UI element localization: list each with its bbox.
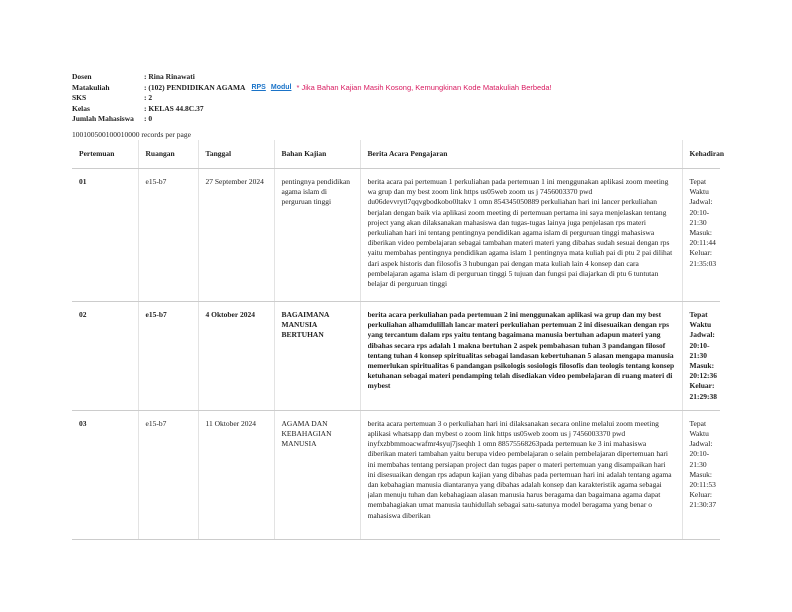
masuk-value: 20:11:44	[689, 238, 716, 248]
bahan-cell: AGAMA DAN KEBAHAGIAN MANUSIA	[274, 410, 360, 539]
kehadiran-cell	[682, 302, 720, 411]
keluar-label: Keluar:	[689, 381, 715, 391]
masuk-value: 20:12:36	[689, 371, 717, 381]
ruangan-cell: e15-b7	[138, 169, 198, 302]
status-text: Tepat Waktu	[689, 177, 709, 197]
bahan-cell: BAGAIMANA MANUSIA BERTUHAN	[274, 302, 360, 411]
masuk-label: Masuk:	[689, 228, 712, 238]
sks-value: : 2	[144, 93, 153, 103]
header-ruangan[interactable]: Ruangan	[138, 140, 198, 169]
kelas-label: Kelas	[72, 103, 90, 113]
berita-cell	[360, 169, 682, 302]
jadwal-value: 20:10-21:30	[689, 340, 710, 360]
berita-text: berita acara perkuliahan pada pertemuan 2 ini menggunakan aplikasi wa grup dan my best perkuliahan alhamdulillah lancar materi perkuliahan pertemuan 2 ini disesuaikan dengan rps yang tercantum dalam rps yaitu tentang bagaimana manusia bertuhan adapun materi yang dibahas secara rps adalah 1 makna bertuhan 2 aspek pembahasan tuhan 3 pandangan filosof tentang tuhan 4 konsep spiritualitas sebagai landasan kebertuhanan 5 alasan mengapa manusia memerlukan spiritualitas 6 pandangan psikologis sosiologis filosofis dan teologis tentang konsep ketuhanan sebagai materi pendamping telah disediakan video pembelajaran di ruang materi di mybest	[367, 310, 675, 391]
masuk-label: Masuk:	[689, 469, 712, 479]
ruangan-cell: e15-b7	[138, 410, 198, 539]
table-row	[72, 302, 720, 411]
jadwal-value: 20:10-21:30	[689, 449, 710, 469]
modul-link[interactable]: Modul	[270, 83, 292, 91]
table-row	[72, 410, 720, 539]
masuk-label: Masuk:	[689, 361, 715, 371]
jadwal-label: Jadwal:	[689, 439, 713, 449]
tanggal-cell: 4 Oktober 2024	[198, 302, 274, 411]
tanggal-cell: 27 September 2024	[198, 169, 274, 302]
berita-text: berita acara pai pertemuan 1 perkuliahan pada pertemuan 1 ini menggunakan aplikasi zoom meeting wa grup dan my best zoom link https us05web zoom us j 7456003370 pwd du06devvrytl7qqvgbodkobo0ltakv 1 omn 854345050889 perkuliahan hari ini lancer perkuliahan berjalan dengan baik via aplikasi zoom meeting di pertemuan pertama ini saya menjelaskan tentang project yang akan dilaksanakan mahasiswa dan tugas-tugas lainya juga penjelasan rps materi perkuliahan hari ini tentang pentingnya pendidikan agama islam di perguruan tinggi mahasiswa diberikan video pembelajaran sebagai tambahan materi materi yang dibahas sudah sesuai dengan rps yaitu membahas pentingnya pendidikan agama islam 1 pentingnya mata kuliah pai di ptu 2 pai dilihat dari aspek historis dan filosofis 3 hubungan pai dengan mata kuliah lain 4 konsep dan cara pembelajaran agama islam di perguruan tinggi 5 tujuan dan fungsi pai diajarkan di ptu 6 tuntutan belajar di perguruan tinggi	[367, 177, 673, 289]
header-kehadiran[interactable]: Kehadiran	[682, 140, 720, 169]
jadwal-value: 20:10-21:30	[689, 207, 710, 227]
berita-cell	[360, 410, 682, 539]
table-header-row	[72, 140, 720, 169]
masuk-value: 20:11:53	[689, 480, 716, 490]
jadwal-label: Jadwal:	[689, 197, 713, 207]
header-pertemuan[interactable]: Pertemuan	[72, 140, 138, 169]
keluar-label: Keluar:	[689, 248, 712, 258]
table-row	[72, 169, 720, 302]
header-bahan[interactable]: Bahan Kajian	[274, 140, 360, 169]
warning-text: * Jika Bahan Kajian Masih Kosong, Kemungkinan Kode Matakuliah Berbeda!	[296, 82, 552, 92]
jumlah-label: Jumlah Mahasiswa	[72, 114, 134, 124]
keluar-value: 21:30:37	[689, 500, 717, 510]
header-tanggal[interactable]: Tanggal	[198, 140, 274, 169]
berita-cell	[360, 302, 682, 411]
sks-label: SKS	[72, 93, 87, 103]
dosen-label: Dosen	[72, 72, 92, 82]
matkul-label: Matakuliah	[72, 82, 110, 92]
jumlah-value: : 0	[144, 114, 153, 124]
ruangan-cell: e15-b7	[138, 302, 198, 411]
jadwal-label: Jadwal:	[689, 330, 715, 340]
bahan-cell: pentingnya pendidikan agama islam di perguruan tinggi	[274, 169, 360, 302]
kehadiran-cell	[682, 169, 720, 302]
status-text: Tepat Waktu	[689, 418, 709, 439]
kehadiran-cell	[682, 410, 720, 539]
tanggal-cell: 11 Oktober 2024	[198, 410, 274, 539]
kelas-value: : KELAS 44.8C.37	[144, 103, 204, 113]
attendance-table	[72, 140, 725, 540]
course-info	[72, 72, 552, 125]
jumlah-row	[72, 114, 552, 125]
keluar-value: 21:29:38	[689, 391, 717, 401]
pertemuan-cell: 03	[72, 410, 138, 539]
pertemuan-cell: 01	[72, 169, 138, 302]
berita-text: berita acara pertemuan 3 o perkuliahan hari ini dilaksanakan secara online melalui zoom meeting aplikasi whatsapp dan mybest o zoom link https us05web zoom us j 7456003370 pwd inyfxzbbmmoacwafmr4syuj7jseqhh 1 omn 88575568263pada pertemuan ke 3 ini mahasiswa diberikan materi tambahan yaitu berupa video pembelajaran o selain pembelajaran dipertemuan hari ini membahas tentang persiapan project dan tugas paper o materi pertemuan yang disampaikan hari ini disesuaikan dengan rps adapun kajian yang dibahas pada pertemuan hari ini adalah tentang agama dan kebahagian manusia diantaranya yang dibahas adalah konsep dan karakteristik agama sebagai jalan menuju tuhan dan kebahagiaan alasan manusia harus beragama dan bagaimana agama dapat membahagiakan umat manusia tauhidullah sebagai satu-satunya model beragama yang benar o mahasiswa diberikan	[367, 418, 672, 520]
header-berita[interactable]: Berita Acara Pengajaran	[360, 140, 682, 169]
records-per-page[interactable]: 100100500100010000 records per page	[72, 130, 191, 139]
rps-link[interactable]: RPS	[251, 83, 266, 91]
status-text: Tepat Waktu	[689, 310, 712, 330]
matkul-value: : (102) PENDIDIKAN AGAMA	[144, 82, 246, 92]
keluar-value: 21:35:03	[689, 258, 717, 268]
pertemuan-cell: 02	[72, 302, 138, 411]
dosen-value: : Rina Rinawati	[144, 72, 195, 82]
keluar-label: Keluar:	[689, 490, 712, 500]
